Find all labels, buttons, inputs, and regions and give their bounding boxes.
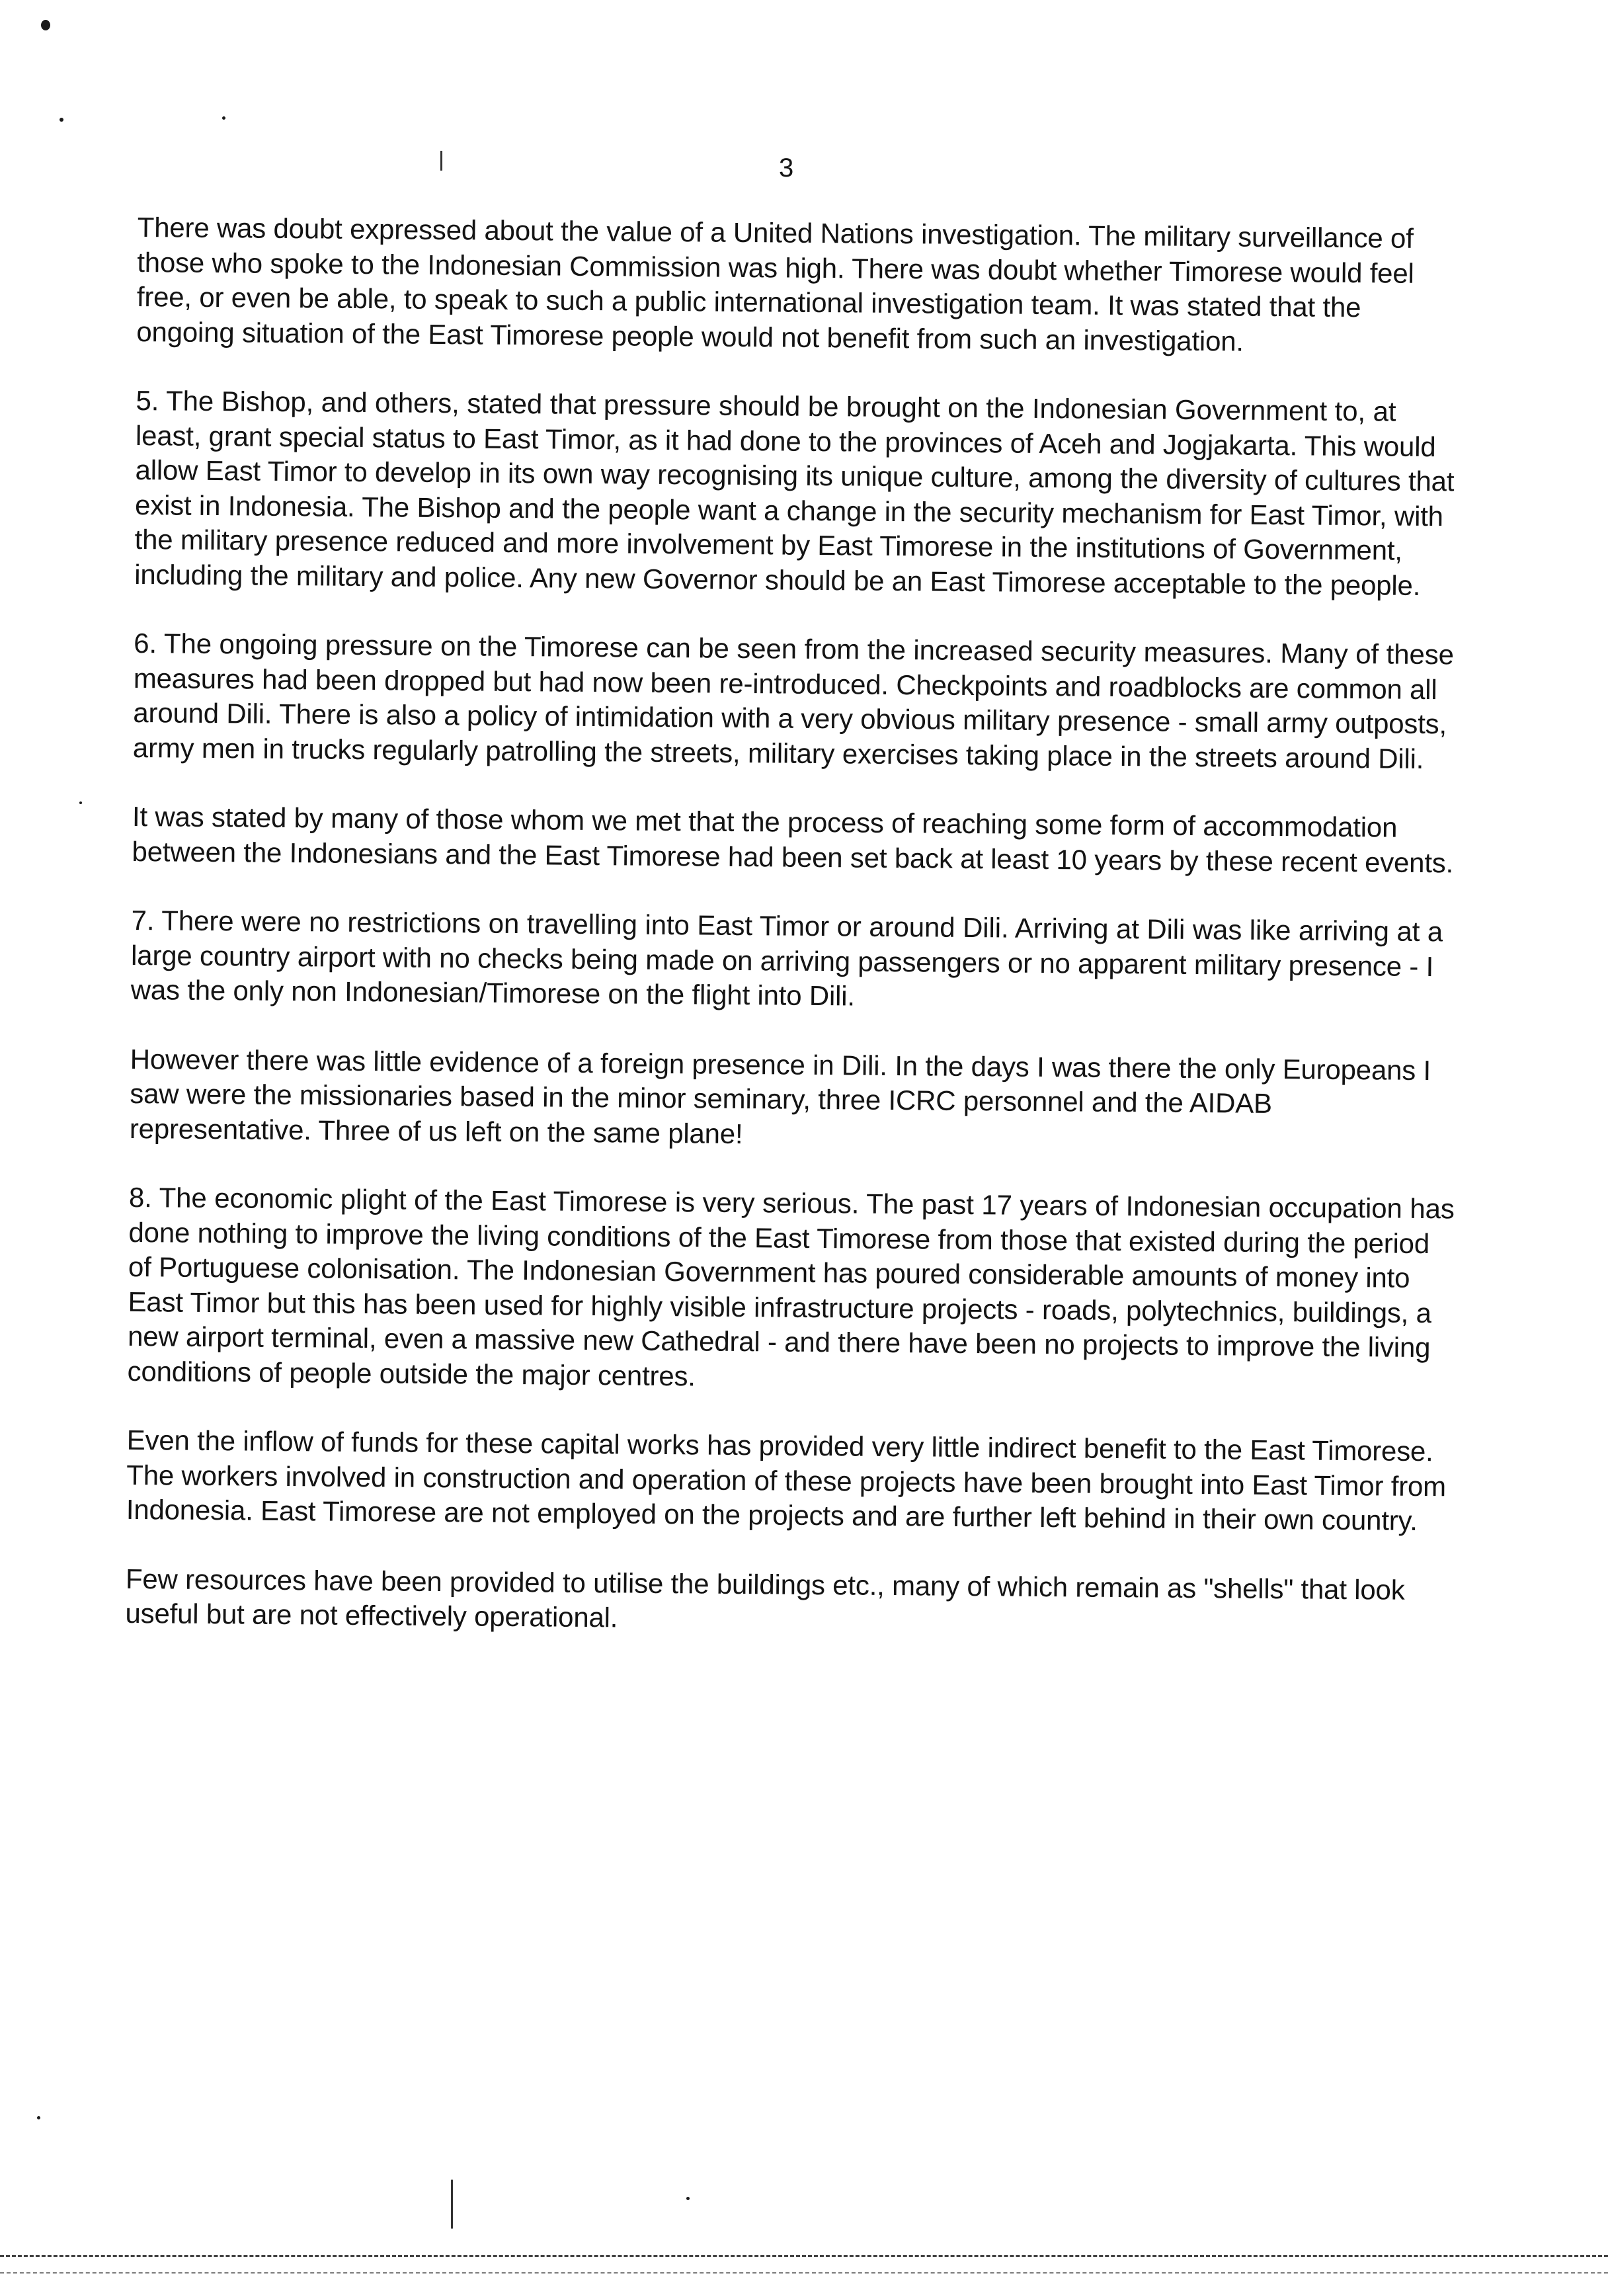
scan-edge-line xyxy=(0,2255,1608,2257)
binding-mark xyxy=(440,151,442,171)
scan-speck xyxy=(41,20,50,30)
scan-speck xyxy=(60,118,63,122)
paragraph-7-travel: 7. There were no restrictions on travelling into East Timor or around Dili. Arriving at Dili was like arriving at a large country airport with no checks being made on arriving passengers or no apparent military presence - I was the only non Indonesian/Timorese on the flight into Dili. xyxy=(130,904,1443,1012)
body-text xyxy=(125,210,1467,1643)
scan-speck xyxy=(222,116,225,120)
paragraph-foreign-presence: However there was little evidence of a foreign presence in Dili. In the days I was there the only Europeans I saw were the missionaries based in the minor seminary, three ICRC personnel and the AIDAB representative. Three of us left on the same plane! xyxy=(129,1043,1431,1149)
page-number: 3 xyxy=(779,153,794,183)
paragraph-capital-works: Even the inflow of funds for these capital works has provided very little indirect benefit to the East Timorese. The workers involved in construction and operation of these projects have been brought into East Timor from Indonesia. East Timorese are not employed on the projects and are further left behind in their own country. xyxy=(126,1424,1447,1536)
paragraph-resources: Few resources have been provided to utilise the buildings etc., many of which remain as "shells" that look useful but are not effectively operational. xyxy=(125,1563,1405,1633)
paragraph-un-investigation: There was doubt expressed about the value of a United Nations investigation. The military surveillance of those who spoke to the Indonesian Commission was high. There was doubt whether Timorese would feel free, or even be able, to speak to such a public international investigation team. It was stated that the ongoing situation of the East Timorese people would not benefit from such an investigation. xyxy=(136,211,1414,357)
paragraph-5-special-status: 5. The Bishop, and others, stated that pressure should be brought on the Indonesian Government to, at least, grant special status to East Timor, as it had done to the provinces of Aceh and Jogjakarta. This would allow East Timor to develop in its own way recognising its unique culture, among the diversity of cultures that exist in Indonesia. The Bishop and the people want a change in the security mechanism for East Timor, with the military presence reduced and more involvement by East Timorese in the institutions of Government, including the military and police. Any new Governor should be an East Timorese acceptable to the people. xyxy=(134,384,1455,601)
binding-mark xyxy=(451,2180,453,2229)
paragraph-6-security-measures: 6. The ongoing pressure on the Timorese can be seen from the increased security measures. Many of these measures had been dropped but had now been re-introduced. Checkpoints and roadblocks are common all around Dili. There is also a policy of intimidation with a very obvious military presence - small army outposts, army men in trucks regularly patrolling the streets, military exercises taking place in the streets around Dili. xyxy=(132,627,1455,774)
scan-edge-line xyxy=(0,2272,1608,2274)
paragraph-accommodation-setback: It was stated by many of those whom we met that the process of reaching some form of accommodation between the Indonesians and the East Timorese had been set back at least 10 years by these recent events. xyxy=(132,800,1454,878)
scan-speck xyxy=(79,801,82,804)
paragraph-8-economic-plight: 8. The economic plight of the East Timorese is very serious. The past 17 years of Indonesian occupation has done nothing to improve the living conditions of the East Timorese from those that existed during the period of Portuguese colonisation. The Indonesian Government has poured considerable amounts of money into East Timor but this has been used for highly visible infrastructure projects - roads, polytechnics, buildings, a new airport terminal, even a massive new Cathedral - and there have been no projects to improve the living conditions of people outside the major centres. xyxy=(127,1181,1455,1391)
scan-speck xyxy=(37,2116,40,2119)
scan-speck xyxy=(686,2197,690,2200)
